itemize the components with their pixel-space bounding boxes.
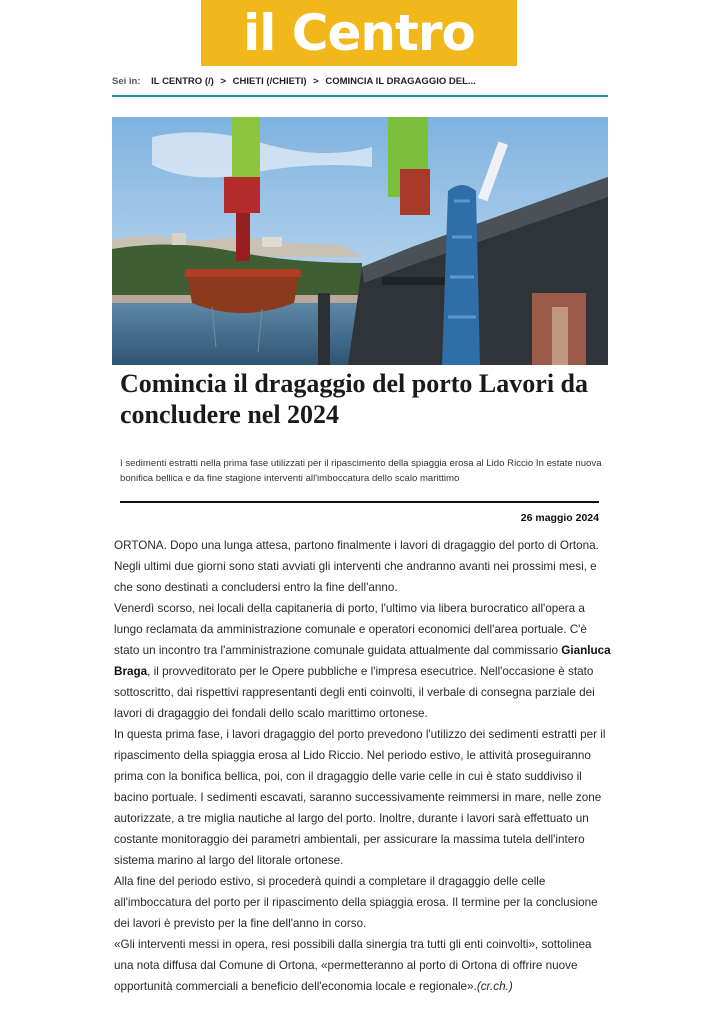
breadcrumb-item-chieti[interactable]: CHIETI (/CHIETI) — [232, 76, 307, 87]
paragraph — [114, 934, 612, 997]
paragraph: Alla fine del periodo estivo, si procederà quindi a completare il dragaggio delle celle all'imboccatura del porto per il ripascimento della spiaggia erosa. Il termine per la conclusione dei lavori è previsto per la fine dell'anno in corso. — [114, 875, 598, 930]
logo-text: il Centro — [243, 4, 475, 62]
paragraph-text: Venerdì scorso, nei locali della capitaneria di porto, l'ultimo via libera burocratico all'opera a lungo reclamata da amministrazione comunale e operatori economici dell'area portuale. C'è stato un incontro tra l'amministrazione comunale guidata attualmente dal commissario — [114, 602, 587, 657]
article-body — [114, 535, 612, 997]
paragraph — [114, 598, 612, 724]
divider — [120, 501, 599, 503]
breadcrumb-separator: > — [313, 76, 319, 87]
article-date: 26 maggio 2024 — [520, 512, 599, 524]
byline: (cr.ch.) — [476, 980, 513, 993]
article-photo — [112, 117, 608, 365]
paragraph: In questa prima fase, i lavori dragaggio del porto prevedono l'utilizzo dei sedimenti estratti per il ripascimento della spiaggia erosa al Lido Riccio. Nel periodo estivo, le attività proseguiranno prima con la bonifica bellica, poi, con il dragaggio delle varie celle in cui è stato suddiviso il bacino portuale. I sedimenti escavati, saranno successivamente reimmersi in mare, nelle zone autorizzate, a tre miglia nautiche al largo del porto. Inoltre, durante i lavori sarà effettuato un costante monitoraggio dei parametri ambientali, per assicurare la massima tutela dell'intero sistema marino al largo del litorale ortonese. — [114, 728, 606, 867]
breadcrumb-item-current: COMINCIA IL DRAGAGGIO DEL... — [325, 76, 476, 87]
newspaper-logo[interactable] — [201, 0, 517, 66]
breadcrumb-label: Sei in: — [112, 76, 141, 87]
paragraph-text: «Gli interventi messi in opera, resi possibili dalla sinergia tra tutti gli enti coinvolti», sottolinea una nota diffusa dal Comune di Ortona, «permetteranno al porto di Ortona di offrire nuove opportunità commerciali a beneficio dell'economia locale e regionale». — [114, 938, 592, 993]
paragraph: ORTONA. Dopo una lunga attesa, partono finalmente i lavori di dragaggio del porto di Ortona. Negli ultimi due giorni sono stati avviati gli interventi che andranno avanti nei prossimi mesi, e che sono destinati a concludersi entro la fine dell'anno. — [114, 539, 599, 594]
breadcrumb-separator: > — [220, 76, 226, 87]
breadcrumb — [112, 76, 608, 97]
article-title: Comincia il dragaggio del porto Lavori da concludere nel 2024 — [120, 369, 588, 429]
person-name: Gianluca Braga — [114, 644, 611, 678]
article-subtitle: I sedimenti estratti nella prima fase utilizzati per il ripascimento della spiaggia erosa al Lido Riccio In estate nuova bonifica bellica e da fine stagione interventi all'imboccatura dello scalo marittimo — [120, 458, 602, 484]
breadcrumb-item-home[interactable]: IL CENTRO (/) — [151, 76, 214, 87]
paragraph-text: , il provveditorato per le Opere pubbliche e l'impresa esecutrice. Nell'occasione è stato sottoscritto, dai rispettivi rappresentanti degli enti coinvolti, il verbale di consegna parziale dei lavori di dragaggio dei fondali dello scalo marittimo ortonese. — [114, 665, 595, 720]
